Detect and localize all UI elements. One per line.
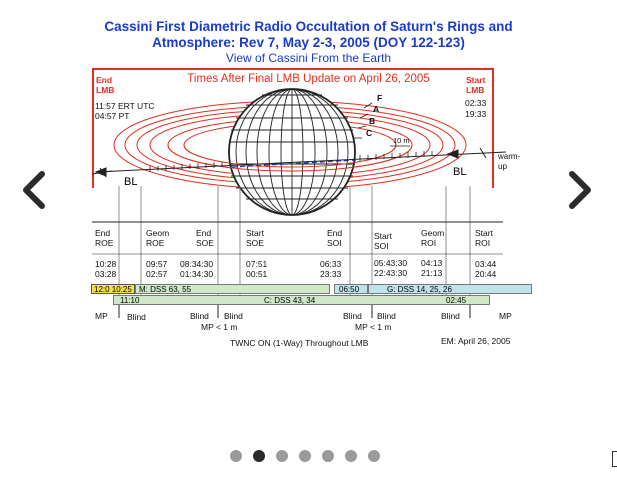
m-dss-bar: M: DSS 63, 55 (135, 284, 330, 294)
event-time: 02:57 (146, 269, 168, 279)
start-lmb-ert: 02:33 (465, 98, 487, 108)
diagram-title-line2: Atmosphere: Rev 7, May 2-3, 2005 (DOY 122-123) (152, 35, 465, 50)
event-time: 22:43:30 (374, 268, 408, 278)
blind-label: Blind (127, 312, 146, 322)
blind-label: Blind (441, 311, 460, 321)
blind-label: Blind (224, 311, 243, 321)
end-lmb-label-1: End (96, 75, 113, 85)
page-dot-active[interactable] (253, 450, 265, 462)
blind-label: Blind (343, 311, 362, 321)
event-label: End (196, 228, 212, 238)
event-label: Geom (146, 228, 170, 238)
event-time: 05:43:30 (374, 258, 408, 268)
event-time: 20:44 (475, 269, 497, 279)
event-time: 03:28 (95, 269, 117, 279)
event-label: ROI (475, 238, 491, 248)
yellow-time-bar: 12:0 10:25 (91, 284, 135, 294)
event-time: 06:33 (320, 259, 342, 269)
page-dot[interactable] (230, 450, 242, 462)
event-time: 00:51 (246, 269, 268, 279)
c-dss-bar (113, 295, 490, 305)
event-time: 23:33 (320, 269, 342, 279)
end-lmb-ert: 11:57 ERT UTC (95, 101, 155, 111)
scale-label: 10 m (393, 136, 410, 145)
page-dot[interactable] (299, 450, 311, 462)
start-lmb-label-1: Start (466, 75, 486, 85)
event-label: Geom (421, 228, 445, 238)
event-label: SOE (196, 238, 214, 248)
event-label: End (327, 228, 343, 238)
chevron-left-icon (14, 168, 54, 212)
page-dot[interactable] (322, 450, 334, 462)
ring-a-label: A (373, 104, 380, 114)
bl-right-label: BL (453, 166, 467, 178)
event-label: Start (475, 228, 493, 238)
carousel-prev-button[interactable] (14, 168, 54, 212)
start-lmb-label-2: LMB (466, 85, 485, 95)
carousel-pagination (230, 450, 380, 462)
event-label: Start (246, 228, 264, 238)
g-start-bar: 06:50 (334, 284, 368, 294)
ring-b-label: B (369, 116, 376, 126)
page-dot[interactable] (345, 450, 357, 462)
event-label: SOI (327, 238, 342, 248)
mp-lt-label: MP < 1 m (201, 322, 238, 332)
g-dss-bar: G: DSS 14, 25, 26 (368, 284, 532, 294)
em-note: EM: April 26, 2005 (441, 336, 511, 346)
event-time: 04:13 (421, 258, 443, 268)
end-lmb-pt: 04:57 PT (95, 111, 130, 121)
mp-right-label: MP (499, 311, 512, 321)
ring-c-label: C (366, 128, 373, 138)
page-dot[interactable] (276, 450, 288, 462)
event-time: 21:13 (421, 268, 443, 278)
event-label: End (95, 228, 111, 238)
c-start-time: 11:10 (120, 296, 140, 305)
blind-label: Blind (377, 311, 396, 321)
event-time: 01:34:30 (180, 269, 214, 279)
diagram-subtitle: View of Cassini From the Earth (225, 51, 392, 65)
diagram-title-line1: Cassini First Diametric Radio Occultation of Saturn's Rings and (104, 19, 513, 34)
lmb-banner: Times After Final LMB Update on April 26, 2005 (187, 73, 430, 85)
event-label: Start (374, 231, 392, 241)
twnc-note: TWNC ON (1-Way) Throughout LMB (230, 338, 369, 348)
event-label: ROI (421, 238, 437, 248)
mp-left-label: MP (95, 311, 108, 321)
mp-lt-label: MP < 1 m (355, 322, 392, 332)
bl-left-label: BL (124, 176, 138, 188)
c-dss-label: C: DSS 43, 34 (264, 296, 316, 305)
saturn-globe (229, 89, 355, 215)
event-time: 09:57 (146, 259, 168, 269)
event-label: ROE (95, 238, 114, 248)
event-time: 07:51 (246, 259, 268, 269)
end-lmb-label-2: LMB (96, 85, 115, 95)
event-label: SOI (374, 241, 389, 251)
start-lmb-pt: 19:33 (465, 109, 487, 119)
event-label: SOE (246, 238, 264, 248)
c-end-time: 02:45 (446, 296, 467, 305)
carousel-next-button[interactable] (560, 168, 600, 212)
warmup-label: warm- up (498, 152, 521, 171)
corner-bracket (612, 451, 617, 467)
event-label: ROE (146, 238, 165, 248)
chevron-right-icon (560, 168, 600, 212)
ring-f-label: F (377, 93, 383, 103)
event-time: 03:44 (475, 259, 497, 269)
page-dot[interactable] (368, 450, 380, 462)
event-time: 10:28 (95, 259, 117, 269)
event-time: 08:34:30 (180, 259, 214, 269)
blind-label: Blind (190, 311, 209, 321)
